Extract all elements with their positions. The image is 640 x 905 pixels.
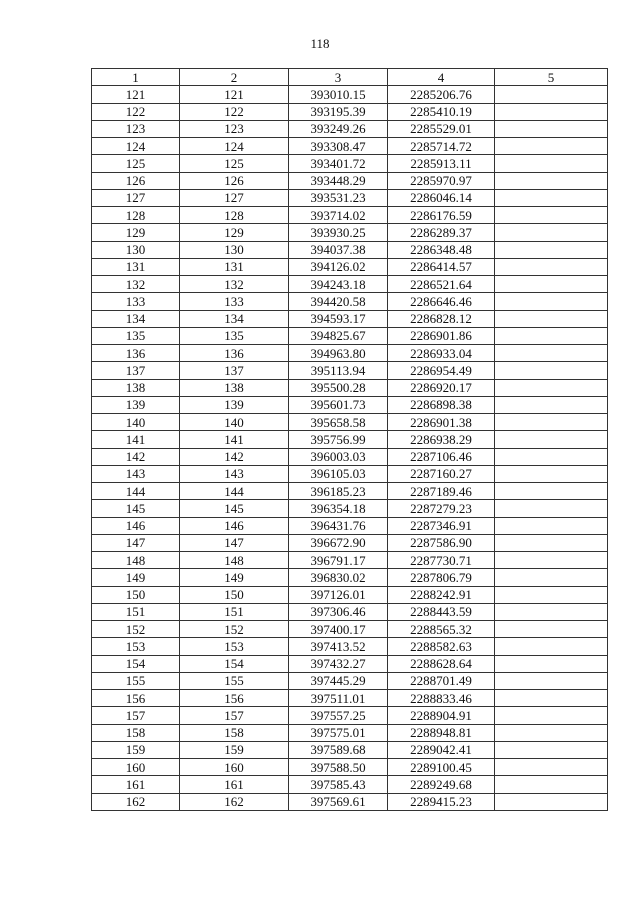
table-row	[92, 741, 608, 758]
table-cell	[495, 396, 608, 413]
table-cell	[495, 362, 608, 379]
table-row	[92, 258, 608, 275]
table-cell: 393249.26	[289, 120, 388, 137]
table-cell: 136	[180, 345, 289, 362]
table-cell: 124	[180, 138, 289, 155]
table-cell: 2285206.76	[388, 86, 495, 103]
column-header: 1	[92, 69, 180, 86]
table-row	[92, 379, 608, 396]
table-cell: 396431.76	[289, 517, 388, 534]
page-number: 118	[310, 36, 330, 51]
table-cell: 394825.67	[289, 327, 388, 344]
table-cell	[495, 569, 608, 586]
table-cell: 393930.25	[289, 224, 388, 241]
table-cell: 394593.17	[289, 310, 388, 327]
table-cell	[495, 345, 608, 362]
table-cell: 394243.18	[289, 276, 388, 293]
table-row	[92, 483, 608, 500]
table-cell: 126	[180, 172, 289, 189]
table-cell: 393448.29	[289, 172, 388, 189]
table-cell: 397432.27	[289, 655, 388, 672]
table-cell	[495, 310, 608, 327]
table-row	[92, 120, 608, 137]
table-cell: 397126.01	[289, 586, 388, 603]
table-cell: 2286176.59	[388, 207, 495, 224]
table-cell: 158	[180, 724, 289, 741]
table-row	[92, 500, 608, 517]
table-cell: 153	[180, 638, 289, 655]
table-row	[92, 207, 608, 224]
table-cell: 160	[92, 759, 180, 776]
table-row	[92, 327, 608, 344]
table-row	[92, 776, 608, 793]
table-row	[92, 707, 608, 724]
table-cell: 134	[92, 310, 180, 327]
table-cell: 150	[180, 586, 289, 603]
table-cell	[495, 224, 608, 241]
table-cell: 2289100.45	[388, 759, 495, 776]
table-cell	[495, 741, 608, 758]
table-cell	[495, 414, 608, 431]
table-cell: 397306.46	[289, 603, 388, 620]
table-cell: 138	[92, 379, 180, 396]
table-cell: 393531.23	[289, 189, 388, 206]
table-cell: 130	[180, 241, 289, 258]
table-cell: 2287730.71	[388, 552, 495, 569]
table-row	[92, 793, 608, 810]
table-cell: 152	[92, 621, 180, 638]
table-cell: 397400.17	[289, 621, 388, 638]
table-cell: 136	[92, 345, 180, 362]
table-cell: 2288242.91	[388, 586, 495, 603]
table-row	[92, 345, 608, 362]
table-cell	[495, 103, 608, 120]
table-cell: 139	[92, 396, 180, 413]
table-cell	[495, 483, 608, 500]
table-header	[92, 69, 608, 86]
table-cell: 156	[92, 690, 180, 707]
table-cell: 397445.29	[289, 672, 388, 689]
column-header: 2	[180, 69, 289, 86]
table-cell: 129	[180, 224, 289, 241]
table-cell: 130	[92, 241, 180, 258]
table-row	[92, 138, 608, 155]
table-cell: 395113.94	[289, 362, 388, 379]
table-cell: 128	[180, 207, 289, 224]
table-cell: 395756.99	[289, 431, 388, 448]
column-header: 3	[289, 69, 388, 86]
table-row	[92, 638, 608, 655]
table-cell: 125	[92, 155, 180, 172]
table-cell: 129	[92, 224, 180, 241]
table-cell: 2286289.37	[388, 224, 495, 241]
table-cell	[495, 621, 608, 638]
table-cell: 395658.58	[289, 414, 388, 431]
table-cell: 397575.01	[289, 724, 388, 741]
table-cell: 144	[180, 483, 289, 500]
table-cell: 160	[180, 759, 289, 776]
table-cell: 2288582.63	[388, 638, 495, 655]
table-cell	[495, 655, 608, 672]
table-cell: 395601.73	[289, 396, 388, 413]
table-cell	[495, 431, 608, 448]
table-cell: 132	[92, 276, 180, 293]
table-cell: 2286920.17	[388, 379, 495, 396]
table-cell: 2286901.38	[388, 414, 495, 431]
table-cell: 122	[92, 103, 180, 120]
table-cell: 128	[92, 207, 180, 224]
table-cell	[495, 276, 608, 293]
table-cell: 156	[180, 690, 289, 707]
table-row	[92, 396, 608, 413]
table-row	[92, 517, 608, 534]
table-row	[92, 276, 608, 293]
table-cell: 393195.39	[289, 103, 388, 120]
table-cell: 161	[180, 776, 289, 793]
table-cell: 2289415.23	[388, 793, 495, 810]
table-row	[92, 431, 608, 448]
table-row	[92, 189, 608, 206]
table-cell: 122	[180, 103, 289, 120]
table-cell: 2285529.01	[388, 120, 495, 137]
table-cell	[495, 207, 608, 224]
table-cell: 125	[180, 155, 289, 172]
table-cell: 148	[180, 552, 289, 569]
table-cell: 2288701.49	[388, 672, 495, 689]
table-cell	[495, 638, 608, 655]
table-cell: 127	[180, 189, 289, 206]
table-cell: 396672.90	[289, 534, 388, 551]
table-cell	[495, 379, 608, 396]
table-cell: 151	[180, 603, 289, 620]
table-row	[92, 621, 608, 638]
table-cell: 397511.01	[289, 690, 388, 707]
table-cell: 126	[92, 172, 180, 189]
table-cell: 2286646.46	[388, 293, 495, 310]
table-cell: 2288904.91	[388, 707, 495, 724]
table-cell: 2288948.81	[388, 724, 495, 741]
table-row	[92, 759, 608, 776]
table-cell: 121	[92, 86, 180, 103]
table-cell: 2286938.29	[388, 431, 495, 448]
table-row	[92, 724, 608, 741]
table-cell: 2286828.12	[388, 310, 495, 327]
table-cell: 2288833.46	[388, 690, 495, 707]
table-row	[92, 172, 608, 189]
column-header: 5	[495, 69, 608, 86]
table-cell: 148	[92, 552, 180, 569]
table-cell	[495, 327, 608, 344]
table-row	[92, 655, 608, 672]
table-cell: 158	[92, 724, 180, 741]
table-cell: 2285714.72	[388, 138, 495, 155]
table-row	[92, 552, 608, 569]
table-row	[92, 414, 608, 431]
table-cell	[495, 793, 608, 810]
table-row	[92, 690, 608, 707]
table-cell: 149	[92, 569, 180, 586]
table-cell: 396185.23	[289, 483, 388, 500]
table-cell: 123	[92, 120, 180, 137]
table-cell	[495, 759, 608, 776]
table-cell: 153	[92, 638, 180, 655]
table-cell	[495, 500, 608, 517]
table-cell: 138	[180, 379, 289, 396]
table-cell: 2286933.04	[388, 345, 495, 362]
table-cell: 142	[180, 448, 289, 465]
table-cell: 146	[92, 517, 180, 534]
table-cell: 154	[180, 655, 289, 672]
table-cell: 142	[92, 448, 180, 465]
table-cell: 150	[92, 586, 180, 603]
table-cell: 159	[180, 741, 289, 758]
table-cell: 140	[180, 414, 289, 431]
table-cell: 394963.80	[289, 345, 388, 362]
table-row	[92, 448, 608, 465]
table-row	[92, 293, 608, 310]
table-row	[92, 465, 608, 482]
table-cell: 162	[180, 793, 289, 810]
table-cell	[495, 448, 608, 465]
table-cell	[495, 552, 608, 569]
table-cell: 161	[92, 776, 180, 793]
table-cell: 157	[92, 707, 180, 724]
table-cell: 2287279.23	[388, 500, 495, 517]
table-body	[92, 86, 608, 811]
table-cell: 2288443.59	[388, 603, 495, 620]
column-header: 4	[388, 69, 495, 86]
table-cell: 132	[180, 276, 289, 293]
table-cell: 2285970.97	[388, 172, 495, 189]
table-row	[92, 310, 608, 327]
table-row	[92, 672, 608, 689]
table-row	[92, 603, 608, 620]
table-cell: 395500.28	[289, 379, 388, 396]
table-cell: 2285913.11	[388, 155, 495, 172]
table-cell: 396105.03	[289, 465, 388, 482]
table-cell: 397585.43	[289, 776, 388, 793]
table-cell: 397413.52	[289, 638, 388, 655]
table-cell	[495, 465, 608, 482]
table-cell: 124	[92, 138, 180, 155]
table-cell: 393308.47	[289, 138, 388, 155]
table-cell	[495, 241, 608, 258]
table-cell: 2286954.49	[388, 362, 495, 379]
table-cell: 396830.02	[289, 569, 388, 586]
table-cell	[495, 776, 608, 793]
table-cell: 139	[180, 396, 289, 413]
table-cell	[495, 189, 608, 206]
table-cell: 133	[92, 293, 180, 310]
table-cell: 162	[92, 793, 180, 810]
table-cell: 143	[180, 465, 289, 482]
table-row	[92, 241, 608, 258]
table-cell: 145	[180, 500, 289, 517]
table-cell: 2287346.91	[388, 517, 495, 534]
table-cell: 137	[92, 362, 180, 379]
table-cell	[495, 138, 608, 155]
table-cell: 393010.15	[289, 86, 388, 103]
table-cell	[495, 603, 608, 620]
table-cell: 393401.72	[289, 155, 388, 172]
table-cell: 151	[92, 603, 180, 620]
table-cell: 394420.58	[289, 293, 388, 310]
table-cell: 135	[92, 327, 180, 344]
table-row	[92, 224, 608, 241]
table-cell: 157	[180, 707, 289, 724]
table-cell: 155	[180, 672, 289, 689]
table-cell: 2286521.64	[388, 276, 495, 293]
table-cell	[495, 120, 608, 137]
table-cell: 2287106.46	[388, 448, 495, 465]
table-row	[92, 86, 608, 103]
table-cell	[495, 707, 608, 724]
table-cell: 2287586.90	[388, 534, 495, 551]
table-cell: 141	[180, 431, 289, 448]
table-cell	[495, 672, 608, 689]
table-cell: 2285410.19	[388, 103, 495, 120]
coordinates-table	[91, 68, 608, 811]
table-cell	[495, 517, 608, 534]
table-cell: 396354.18	[289, 500, 388, 517]
table-cell	[495, 534, 608, 551]
table-cell: 2287189.46	[388, 483, 495, 500]
table-cell: 2286046.14	[388, 189, 495, 206]
table-cell: 121	[180, 86, 289, 103]
table-cell: 127	[92, 189, 180, 206]
table-cell: 154	[92, 655, 180, 672]
table-cell: 2286414.57	[388, 258, 495, 275]
table-row	[92, 362, 608, 379]
table-row	[92, 586, 608, 603]
table-cell	[495, 86, 608, 103]
table-cell: 147	[92, 534, 180, 551]
table-cell: 133	[180, 293, 289, 310]
header-row	[92, 69, 608, 86]
table-cell: 131	[180, 258, 289, 275]
table-cell: 152	[180, 621, 289, 638]
table-cell: 137	[180, 362, 289, 379]
table-cell: 396003.03	[289, 448, 388, 465]
table-cell: 141	[92, 431, 180, 448]
table-cell: 396791.17	[289, 552, 388, 569]
table-cell	[495, 258, 608, 275]
table-cell: 123	[180, 120, 289, 137]
table-cell	[495, 293, 608, 310]
table-cell: 394126.02	[289, 258, 388, 275]
table-cell: 135	[180, 327, 289, 344]
table-cell	[495, 586, 608, 603]
table-cell: 2286348.48	[388, 241, 495, 258]
table-cell: 140	[92, 414, 180, 431]
table-cell: 143	[92, 465, 180, 482]
table-row	[92, 534, 608, 551]
table-cell: 131	[92, 258, 180, 275]
table-cell: 2289249.68	[388, 776, 495, 793]
table-cell	[495, 172, 608, 189]
table-cell	[495, 724, 608, 741]
table-cell: 159	[92, 741, 180, 758]
table-row	[92, 569, 608, 586]
table-cell: 145	[92, 500, 180, 517]
table-cell: 2289042.41	[388, 741, 495, 758]
table-cell: 147	[180, 534, 289, 551]
table-cell: 144	[92, 483, 180, 500]
table-cell: 149	[180, 569, 289, 586]
table-cell: 393714.02	[289, 207, 388, 224]
table-cell: 397569.61	[289, 793, 388, 810]
table-row	[92, 103, 608, 120]
table-cell: 146	[180, 517, 289, 534]
table-cell: 2286901.86	[388, 327, 495, 344]
table-cell: 2287160.27	[388, 465, 495, 482]
table-cell: 134	[180, 310, 289, 327]
table-cell: 397588.50	[289, 759, 388, 776]
table-cell: 394037.38	[289, 241, 388, 258]
table-cell: 2288565.32	[388, 621, 495, 638]
table-cell: 2286898.38	[388, 396, 495, 413]
table-cell: 397589.68	[289, 741, 388, 758]
table-cell: 155	[92, 672, 180, 689]
table-cell	[495, 155, 608, 172]
table-cell: 2288628.64	[388, 655, 495, 672]
table-row	[92, 155, 608, 172]
table-cell: 397557.25	[289, 707, 388, 724]
table-cell: 2287806.79	[388, 569, 495, 586]
table-cell	[495, 690, 608, 707]
